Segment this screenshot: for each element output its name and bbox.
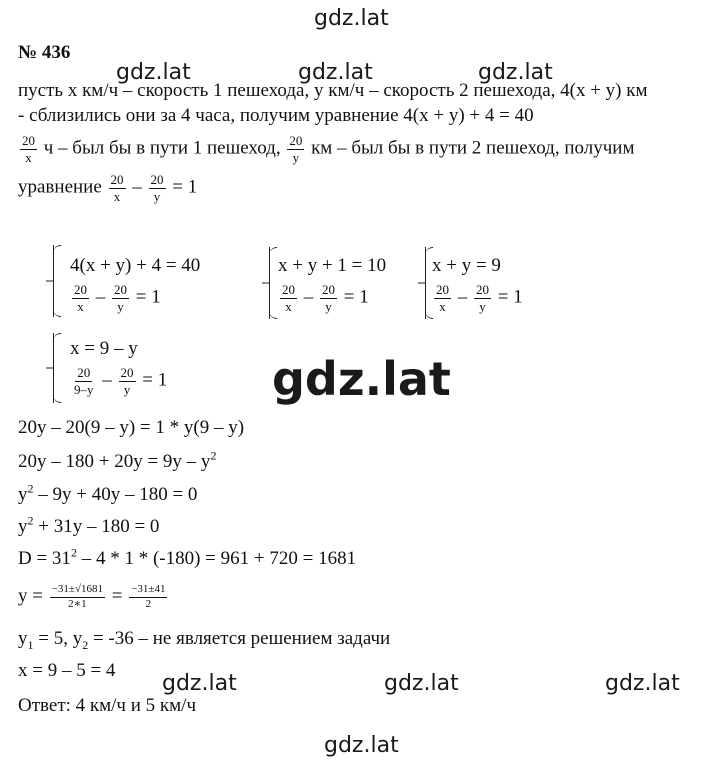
system-1-bottom: $\frac{20}{x}$ – $\frac{20}{y}$ = 1 (74, 282, 161, 314)
system-1-top: 4(x + y) + 4 = 40 (70, 255, 201, 276)
system-2-bottom: $\frac{20}{x}$ – $\frac{20}{y}$ = 1 (282, 282, 369, 314)
solution-line: $20y - 180 + 20y = 9y - y^2$ (18, 448, 217, 472)
text-line: уравнение $\frac{20}{x}$ – $\frac{20}{y}$ = 1 (18, 172, 198, 204)
system-3-bottom: $\frac{20}{x}$ – $\frac{20}{y}$ = 1 (436, 282, 523, 314)
watermark: gdz.lat (478, 60, 553, 85)
watermark: gdz.lat (324, 733, 399, 758)
system-brace (53, 333, 64, 403)
watermark: gdz.lat (605, 671, 680, 696)
text-line: пусть х км/ч – скорость 1 пешехода, у км/ч – скорость 2 пешехода, 4(х + у) км (18, 80, 648, 101)
system-4-top: x = 9 – y (70, 338, 138, 359)
solution-line: $y^2 - 9y + 40y - 180 = 0$ (18, 481, 198, 505)
text-line: - сблизились они за 4 часа, получим уравнение 4(х + у) + 4 = 40 (18, 105, 534, 126)
watermark: gdz.lat (162, 671, 237, 696)
watermark-large: gdz.lat (272, 352, 451, 406)
solution-line: 20y – 20(9 – y) = 1 * y(9 – y) (18, 417, 245, 438)
answer: Ответ: 4 км/ч и 5 км/ч (18, 695, 196, 716)
watermark: gdz.lat (384, 671, 459, 696)
watermark: gdz.lat (298, 60, 373, 85)
system-brace (53, 245, 64, 317)
problem-number: № 436 (18, 42, 71, 63)
solution-line: x = 9 – 5 = 4 (18, 660, 116, 681)
watermark: gdz.lat (116, 60, 191, 85)
solution-line: $D = 31^2 - 4 * 1 * (-180) = 961 + 720 = 1681$ (18, 545, 357, 569)
solution-line: $y_1 = 5$, $y_2 = -36$ – не является решением задачи (18, 628, 391, 652)
system-2-top: x + y + 1 = 10 (278, 255, 387, 276)
watermark: gdz.lat (314, 6, 389, 31)
solution-line: $y^2 + 31y - 180 = 0$ (18, 513, 160, 537)
system-4-bottom: $\frac{20}{9-y}$ – $\frac{20}{y}$ = 1 (74, 365, 168, 397)
system-3-top: x + y = 9 (432, 255, 501, 276)
text-line: $\frac{20}{x}$ ч – был бы в пути 1 пешеход, $\frac{20}{y}$ км – был бы в пути 2 пешеход, получим (22, 133, 635, 165)
solution-line: y = $\frac{-31\pm√1681}{2∗1}$ = $\frac{-31\pm 41}{2}$ (18, 583, 166, 610)
